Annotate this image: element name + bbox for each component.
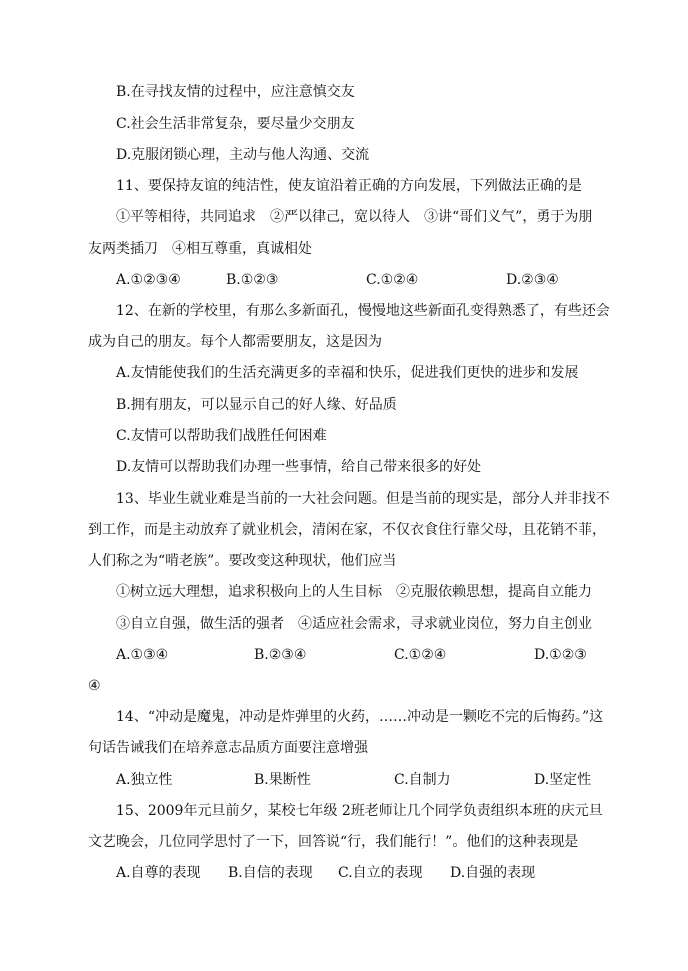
q15-option-b: B.自信的表现 (228, 865, 313, 881)
q13-stem-line2: 到工作，而是主动放弃了就业机会，清闲在家，不仅衣食住行靠父母，且花销不菲， (88, 522, 606, 538)
q10-option-c: C.社会生活非常复杂，要尽量少交朋友 (116, 116, 355, 132)
q10-option-d: D.克服闭锁心理，主动与他人沟通、交流 (116, 147, 370, 163)
q13-stem-line3: 人们称之为“啃老族”。要改变这种现状，他们应当 (88, 553, 397, 569)
q14-stem-line1: 14、“冲动是魔鬼，冲动是炸弹里的火药，……冲动是一颗吃不完的后悔药。”这 (116, 709, 604, 725)
q15-stem-line1: 15、2009年元旦前夕，某校七年级 2班老师让几个同学负责组织本班的庆元旦 (116, 803, 603, 819)
q12-option-a: A.友情能使我们的生活充满更多的幸福和快乐，促进我们更快的进步和发展 (116, 365, 579, 381)
q13-option-d-wrap: ④ (88, 678, 101, 694)
q11-items-line2: 友两类插刀 ④相互尊重，真诚相处 (88, 241, 312, 257)
q15-option-c: C.自立的表现 (338, 865, 423, 881)
q13-option-c: C.①②④ (394, 647, 447, 663)
q14-option-c: C.自制力 (394, 772, 451, 788)
q12-option-d: D.友情可以帮助我们办理一些事情，给自己带来很多的好处 (116, 459, 482, 475)
q11-items-line1: ①平等相待，共同追求 ②严以律己，宽以待人 ③讲“哥们义气”，勇于为朋 (116, 209, 593, 225)
q14-stem-line2: 句话告诫我们在培养意志品质方面要注意增强 (88, 740, 368, 756)
q13-option-b: B.②③④ (254, 647, 307, 663)
q12-option-c: C.友情可以帮助我们战胜任何困难 (116, 428, 327, 444)
q11-option-a: A.①②③④ (116, 272, 181, 288)
q11-option-b: B.①②③ (226, 272, 279, 288)
q12-stem-line2: 成为自己的朋友。每个人都需要朋友，这是因为 (88, 334, 382, 350)
q15-option-a: A.自尊的表现 (116, 865, 201, 881)
q13-items-line1: ①树立远大理想，追求积极向上的人生目标 ②克服依赖思想，提高自立能力 (116, 584, 592, 600)
q13-items-line2: ③自立自强，做生活的强者 ④适应社会需求，寻求就业岗位，努力自主创业 (116, 616, 592, 632)
q14-option-d: D.坚定性 (534, 772, 592, 788)
q12-option-b: B.拥有朋友，可以显示自己的好人缘、好品质 (116, 397, 397, 413)
q13-stem-line1: 13、毕业生就业难是当前的一大社会问题。但是当前的现实是，部分人并非找不 (116, 491, 610, 507)
q11-stem: 11、要保持友谊的纯洁性，使友谊沿着正确的方向发展，下列做法正确的是 (116, 178, 582, 194)
q10-option-b: B.在寻找友情的过程中，应注意慎交友 (116, 84, 355, 100)
q13-option-d: D.①②③ (534, 647, 587, 663)
q15-stem-line2: 文艺晚会，几位同学思忖了一下，回答说“行，我们能行！”。他们的这种表现是 (88, 834, 579, 850)
q15-option-d: D.自强的表现 (450, 865, 536, 881)
q11-option-c: C.①②④ (366, 272, 419, 288)
q12-stem-line1: 12、在新的学校里，有那么多新面孔，慢慢地这些新面孔变得熟悉了，有些还会 (116, 303, 610, 319)
q14-option-b: B.果断性 (254, 772, 311, 788)
q14-option-a: A.独立性 (116, 772, 173, 788)
q13-option-a: A.①③④ (116, 647, 169, 663)
q11-option-d: D.②③④ (506, 272, 559, 288)
